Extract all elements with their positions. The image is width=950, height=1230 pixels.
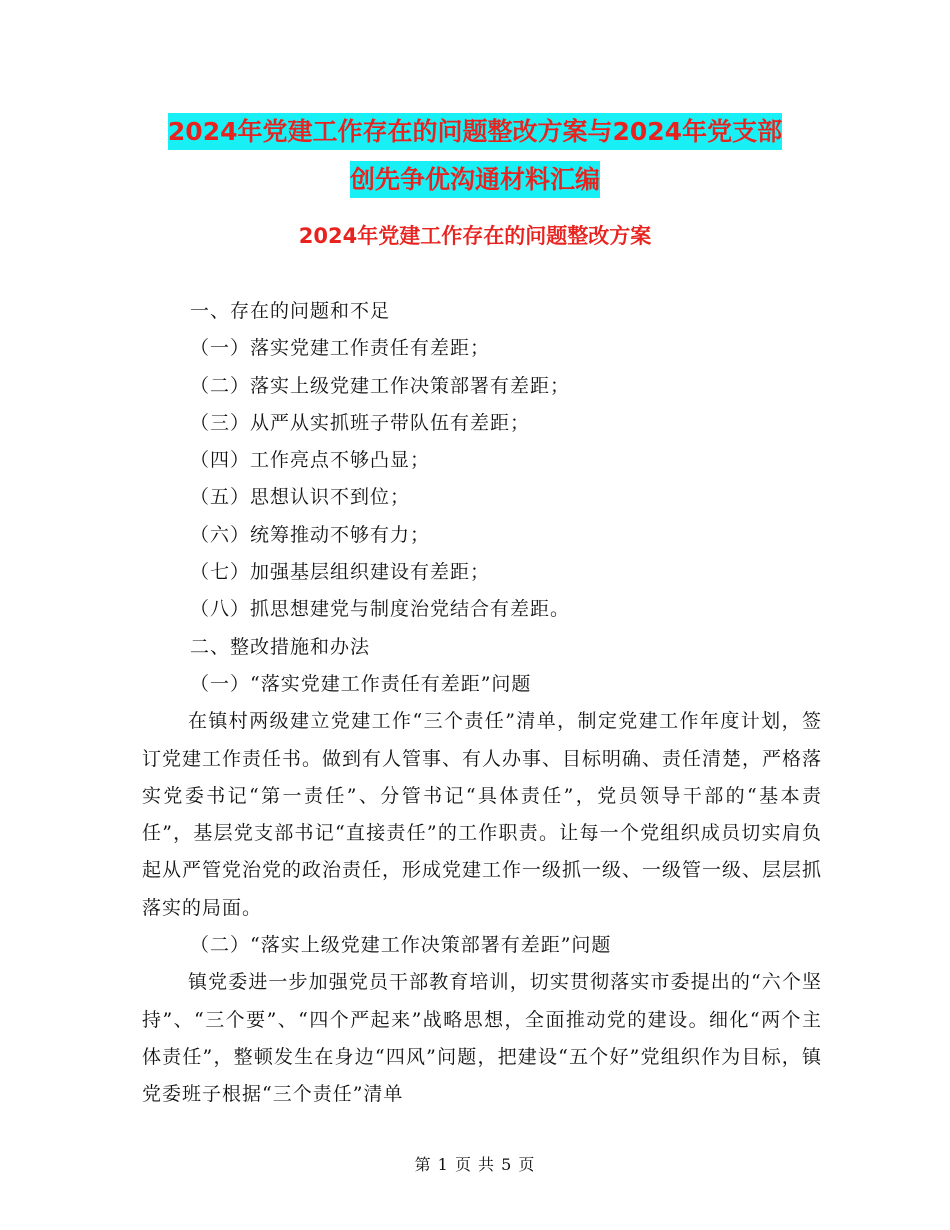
problem-item: （八）抓思想建党与制度治党结合有差距。 <box>190 598 571 621</box>
document-subtitle: 2024年党建工作存在的问题整改方案 <box>298 224 652 248</box>
section-heading-measures: 二、整改措施和办法 <box>190 635 371 658</box>
measure-paragraph: 镇党委进一步加强党员干部教育培训，切实贯彻落实市委提出的“六个坚持”、“三个要”、“四个严起来”战略思想，全面推动党的建设。细化“两个主体责任”，整顿发生在身边“四风”问题，把建设“五个好”党组织作为目标，镇党委班子根据“三个责任”清单 <box>142 971 822 1106</box>
measure-heading: （一）“落实党建工作责任有差距”问题 <box>190 672 532 695</box>
page-footer: 第 1 页 共 5 页 <box>414 1155 536 1174</box>
problem-item: （二）落实上级党建工作决策部署有差距； <box>190 374 571 397</box>
problem-item: （七）加强基层组织建设有差距； <box>190 561 491 584</box>
measure-paragraph: 在镇村两级建立党建工作“三个责任”清单，制定党建工作年度计划，签订党建工作责任书。做到有人管事、有人办事、目标明确、责任清楚，严格落实党委书记“第一责任”、分管书记“具体责任”，党员领导干部的“基本责任”，基层党支部书记“直接责任”的工作职责。让每一个党组织成员切实肩负起从严管党治党的政治责任，形成党建工作一级抓一级、一级管一级、层层抓落实的局面。 <box>142 710 823 919</box>
problem-item: （四）工作亮点不够凸显； <box>190 449 431 472</box>
measure-heading: （二）“落实上级党建工作决策部署有差距”问题 <box>190 934 612 957</box>
problem-item: （一）落实党建工作责任有差距； <box>190 337 491 360</box>
document-body <box>142 293 822 1114</box>
document-title <box>0 108 950 204</box>
section-heading-problems: 一、存在的问题和不足 <box>190 300 391 322</box>
problem-item: （三）从严从实抓班子带队伍有差距； <box>190 411 531 434</box>
title-line-1: 2024年党建工作存在的问题整改方案与2024年党支部 <box>168 113 782 150</box>
problem-item: （六）统筹推动不够有力； <box>190 523 431 546</box>
title-line-2: 创先争优沟通材料汇编 <box>350 161 600 198</box>
problem-item: （五）思想认识不到位； <box>190 486 411 509</box>
